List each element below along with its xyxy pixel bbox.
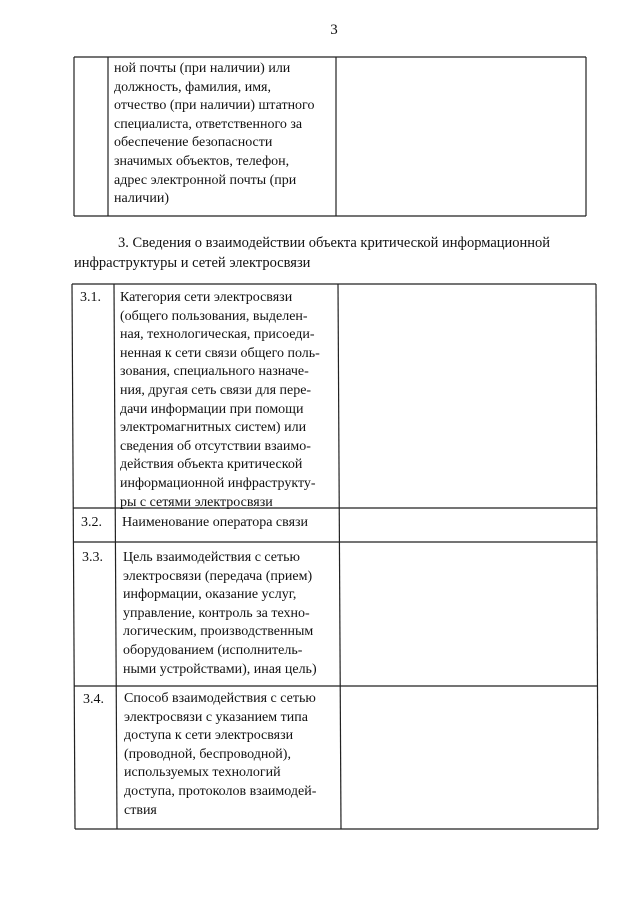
description-line: ная, технологическая, присоеди- (120, 327, 315, 343)
description-line: информационной инфраструкту- (120, 475, 316, 491)
description-line: значимых объектов, телефон, (114, 153, 290, 169)
description-line: ния, другая сеть связи для пере- (120, 382, 312, 398)
description-line: должность, фамилия, имя, (114, 79, 272, 95)
description-line: информации, оказание услуг, (123, 587, 297, 603)
description-line: Наименование оператора связи (122, 515, 309, 530)
top-table-value-cell[interactable] (336, 57, 586, 216)
section-heading (74, 233, 594, 273)
section-heading-line: инфраструктуры и сетей электросвязи (74, 255, 311, 271)
description-line: Цель взаимодействия с сетью (123, 550, 300, 565)
row-value-cell[interactable] (342, 286, 594, 506)
description-line: используемых технологий (124, 765, 281, 781)
description-line: логическим, производственным (123, 624, 314, 640)
row-description (123, 549, 337, 679)
description-line: ры с сетями электросвязи (120, 494, 273, 510)
row-description (124, 690, 338, 820)
description-line: (общего пользования, выделен- (120, 308, 308, 324)
row-description (122, 514, 336, 533)
page-number: 3 (330, 22, 338, 38)
description-line: ной почты (при наличии) или (114, 61, 291, 76)
description-line: электросвязи (передача (прием) (123, 568, 313, 584)
row-number: 3.4. (83, 692, 104, 707)
row-number: 3.2. (81, 515, 102, 530)
section-heading-line: 3. Сведения о взаимодействии объекта критической информационной (118, 235, 551, 251)
row-value-cell[interactable] (343, 544, 595, 684)
description-line: электросвязи с указанием типа (124, 709, 308, 725)
description-line: ненная к сети связи общего поль- (120, 345, 320, 361)
top-table-number-cell (74, 57, 108, 216)
description-line: зования, специального назначе- (120, 364, 309, 380)
description-line: адрес электронной почты (при (114, 172, 297, 188)
description-line: специалиста, ответственного за (114, 116, 303, 132)
description-line: обеспечение безопасности (114, 135, 273, 151)
description-line: оборудованием (исполнитель- (123, 642, 303, 658)
description-line: Способ взаимодействия с сетью (124, 691, 316, 706)
description-line: действия объекта критической (120, 457, 303, 473)
row-number: 3.3. (82, 550, 103, 565)
row-value-cell[interactable] (342, 510, 594, 540)
top-table-description-cell (114, 60, 331, 209)
description-line: Категория сети электросвязи (120, 290, 293, 305)
description-line: отчество (при наличии) штатного (114, 98, 315, 114)
description-line: наличии) (114, 191, 169, 207)
description-line: дачи информации при помощи (120, 401, 304, 417)
row-value-cell[interactable] (344, 688, 596, 827)
description-line: ствия (124, 802, 157, 818)
row-number: 3.1. (80, 290, 101, 305)
description-line: ными устройствами), иная цель) (123, 661, 317, 677)
row-description (120, 289, 334, 512)
description-line: сведения об отсутствии взаимо- (120, 438, 311, 454)
description-line: электромагнитных систем) или (120, 420, 307, 436)
description-line: (проводной, беспроводной), (124, 746, 291, 762)
description-line: управление, контроль за техно- (123, 605, 310, 621)
description-line: доступа, протоколов взаимодей- (124, 783, 317, 799)
description-line: доступа к сети электросвязи (124, 728, 294, 744)
